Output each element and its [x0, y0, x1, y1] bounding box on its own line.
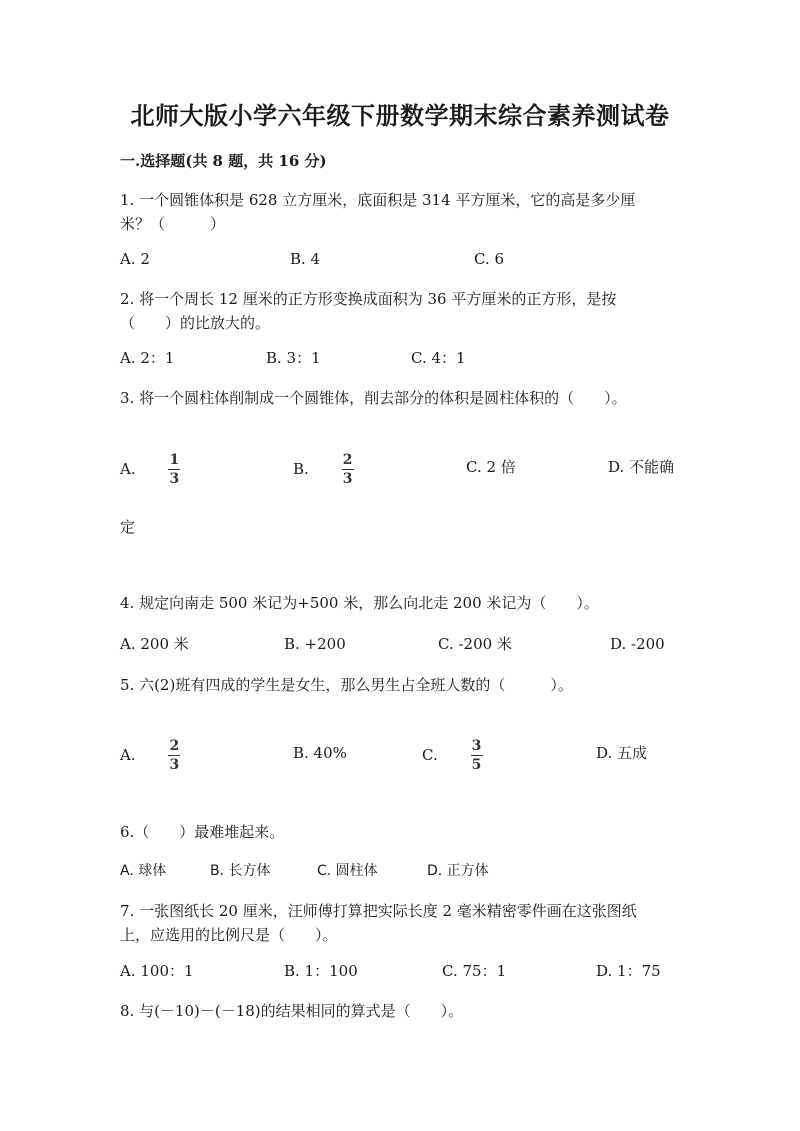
question-2-option-b[interactable]: B. 3：1	[266, 349, 321, 367]
question-5-option-a[interactable]	[120, 738, 180, 773]
question-6	[120, 820, 680, 844]
question-6-option-a[interactable]: A. 球体	[120, 863, 167, 879]
question-7-option-d[interactable]: D. 1：75	[596, 962, 661, 980]
question-4	[120, 591, 680, 615]
option-label: A.	[120, 745, 136, 764]
question-3-option-c[interactable]: C. 2 倍	[466, 458, 516, 476]
fraction	[471, 738, 483, 773]
option-label: A.	[120, 459, 136, 478]
question-6-line-1: 6.（ ）最难堆起来。	[120, 823, 285, 841]
question-2-option-c[interactable]: C. 4：1	[411, 349, 466, 367]
question-7-option-c[interactable]: C. 75：1	[442, 962, 507, 980]
question-3-option-d-wrap: 定	[120, 518, 136, 536]
question-3-option-a[interactable]	[120, 452, 180, 487]
question-1	[120, 188, 680, 236]
fraction	[168, 452, 180, 487]
page-title: 北师大版小学六年级下册数学期末综合素养测试卷	[130, 101, 670, 130]
question-3-option-b[interactable]	[293, 452, 354, 487]
fraction	[168, 738, 180, 773]
question-1-option-c[interactable]: C. 6	[474, 250, 505, 268]
question-6-option-b[interactable]: B. 长方体	[210, 863, 271, 879]
question-7-line-1: 7. 一张图纸长 20 厘米，汪师傅打算把实际长度 2 毫米精密零件画在这张图纸	[120, 902, 637, 920]
question-8-line-1: 8. 与(－10)－(－18)的结果相同的算式是（ ）。	[120, 1002, 464, 1020]
question-2-line-2: （ ）的比放大的。	[120, 314, 271, 332]
question-4-option-d[interactable]: D. -200	[610, 635, 665, 653]
question-8	[120, 999, 680, 1023]
question-2-option-a[interactable]: A. 2：1	[120, 349, 175, 367]
question-3-line-1: 3. 将一个圆柱体削制成一个圆锥体，削去部分的体积是圆柱体积的（ ）。	[120, 389, 627, 407]
question-5-option-b[interactable]: B. 40%	[293, 744, 347, 762]
question-1-option-a[interactable]: A. 2	[120, 250, 150, 268]
fraction-denominator: 3	[169, 757, 180, 773]
question-4-line-1: 4. 规定向南走 500 米记为+500 米，那么向北走 200 米记为（ ）。	[120, 594, 599, 612]
question-5	[120, 673, 680, 697]
question-1-line-1: 1. 一个圆锥体积是 628 立方厘米，底面积是 314 平方厘米，它的高是多少厘	[120, 191, 636, 209]
question-7-line-2: 上，应选用的比例尺是（ ）。	[120, 926, 338, 944]
question-1-option-b[interactable]: B. 4	[290, 250, 321, 268]
question-7-option-b[interactable]: B. 1：100	[284, 962, 358, 980]
question-1-line-2: 米？（ ）	[120, 215, 226, 233]
fraction-numerator: 3	[471, 738, 482, 754]
question-2-line-1: 2. 将一个周长 12 厘米的正方形变换成面积为 36 平方厘米的正方形，是按	[120, 290, 617, 308]
question-4-option-c[interactable]: C. -200 米	[438, 635, 512, 653]
fraction-denominator: 3	[169, 471, 180, 487]
section-heading: 一.选择题(共 8 题，共 16 分)	[120, 152, 327, 170]
question-5-line-1: 5. 六(2)班有四成的学生是女生，那么男生占全班人数的（ ）。	[120, 676, 573, 694]
question-7	[120, 899, 680, 947]
fraction-denominator: 3	[342, 471, 353, 487]
fraction-numerator: 1	[169, 452, 180, 468]
question-6-option-d[interactable]: D. 正方体	[427, 863, 489, 879]
question-3	[120, 386, 680, 410]
option-label: C.	[422, 745, 438, 764]
question-4-option-b[interactable]: B. +200	[284, 635, 346, 653]
fraction-numerator: 2	[169, 738, 180, 754]
fraction-numerator: 2	[342, 452, 353, 468]
fraction-bar	[168, 755, 180, 756]
question-3-option-d[interactable]: D. 不能确	[608, 458, 675, 476]
question-6-option-c[interactable]: C. 圆柱体	[317, 863, 378, 879]
fraction	[342, 452, 354, 487]
question-5-option-c[interactable]	[422, 738, 483, 773]
fraction-bar	[471, 755, 483, 756]
fraction-bar	[168, 469, 180, 470]
question-4-option-a[interactable]: A. 200 米	[120, 635, 189, 653]
question-7-option-a[interactable]: A. 100：1	[120, 962, 194, 980]
question-2	[120, 287, 680, 335]
option-label: B.	[293, 459, 309, 478]
fraction-bar	[342, 469, 354, 470]
question-5-option-d[interactable]: D. 五成	[596, 744, 648, 762]
fraction-denominator: 5	[471, 757, 482, 773]
